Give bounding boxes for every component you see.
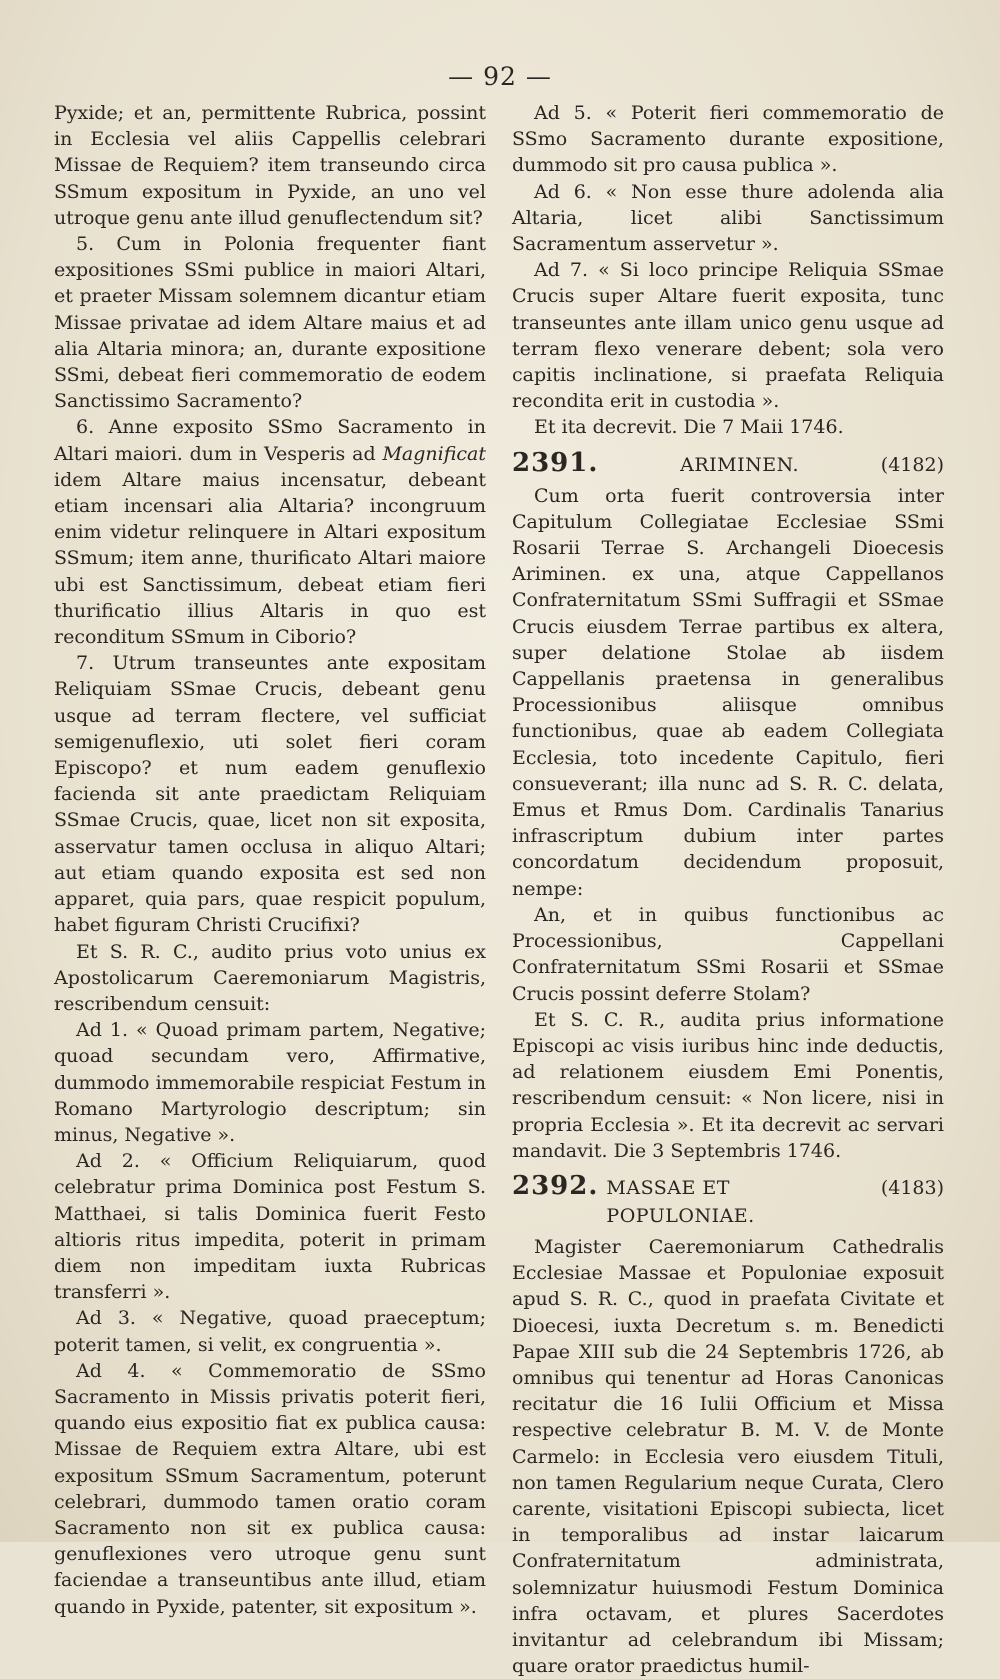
paragraph: An, et in quibus functionibus ac Processionibus, Cappellani Confraternitatum SSmi Rosarii et SSmae Crucis possint deferre Stolam? (512, 903, 944, 1005)
decree-number: 2392. (512, 1170, 599, 1201)
right-column (512, 100, 944, 1679)
decree-number: 2391. (512, 447, 599, 478)
paragraph: Et ita decrevit. Die 7 Maii 1746. (534, 416, 844, 439)
paragraph: Cum orta fuerit controversia inter Capitulum Collegiatae Ecclesiae SSmi Rosarii Terrae S. Archangeli Dioecesis Ariminen. ex una, atque Cappellanos Confraternitatum SSmi Suffragii et SSmae Crucis eiusdem Terrae partibus ex altera, super delatione Stolae ab iisdem Cappellanis praetensa in generalibus Processionibus aliisque omnibus functionibus, quae ab eadem Collegiata Ecclesia, toto incedente Capitulo, fieri consueverant; illa nunc ad S. R. C. delata, Emus et Rmus Dom. Cardinalis Tanarius infrascriptum dubium inter partes concordatum decidendum proposuit, nempe: (512, 484, 944, 900)
page-number: — 92 — (448, 62, 552, 91)
paragraph: 5. Cum in Polonia frequenter fiant expositiones SSmi publice in maiori Altari, et praeter Missam solemnem dicantur etiam Missae privatae ad idem Altare maius et ad alia Altaria minora; an, durante expositione SSmi, debeat fieri commemoratio de eodem Sanctissimo Sacramento? (54, 233, 486, 413)
decree-place: ARIMINEN. (680, 453, 800, 476)
paragraph: Ad 5. « Poterit fieri commemoratio de SSmo Sacramento durante expositione, dummodo sit pro causa publica ». (512, 102, 944, 177)
paragraph (54, 414, 486, 650)
italic-term: Magnificat (382, 442, 486, 465)
paragraph: Ad 2. « Officium Reliquiarum, quod celebratur prima Dominica post Festum S. Matthaei, si talis Dominica fuerit Festo altioris ritus impedita, poterit in primam diem non impeditam iuxta Rubricas transferri ». (54, 1150, 486, 1304)
paragraph: Pyxide; et an, permittente Rubrica, possint in Ecclesia vel aliis Cappellis celebrari Missae de Requiem? item transeundo circa SSmum expositum in Pyxide, an uno vel utroque genu ante illud genuflectendum sit? (54, 102, 486, 229)
paragraph: Et S. C. R., audita prius informatione Episcopi ac visis iuribus hinc inde deductis, ad relationem eiusdem Emi Ponentis, rescribendum censuit: « Non licere, nisi in propria Ecclesia ». Et ita decrevit ac servari mandavit. Die 3 Septembris 1746. (512, 1008, 944, 1162)
paragraph: Ad 7. « Si loco principe Reliquia SSmae Crucis super Altare fuerit exposita, tunc transeuntes ante illam unico genu usque ad terram flexo venerare debent; sola vero capitis inclinatione, si praefata Reliquia recondita erit in custodia ». (512, 259, 944, 413)
paragraph: Ad 3. « Negative, quoad praeceptum; poterit tamen, si velit, ex congruentia ». (54, 1307, 486, 1356)
decree-reference: (4183) (880, 1176, 944, 1199)
text-run: 6. Anne exposito SSmo Sacramento in Altari maiori. dum in Vesperis ad (54, 416, 486, 465)
decree-heading-2391 (512, 449, 944, 479)
paragraph: Ad 4. « Commemoratio de SSmo Sacramento in Missis privatis poterit fieri, quando eius expositio fiat ex publica causa: Missae de Requiem extra Altare, ubi est expositum SSmum Sacramentum, poterunt celebrari, dummodo tamen oratio coram Sacramento non sit ex publica causa: genuflexiones vero utroque genu sunt faciendae a transeuntibus ante illud, etiam quando in Pyxide, patenter, sit expositum ». (54, 1359, 486, 1618)
text-run: idem Altare maius incensatur, debeant etiam incensari alia Altaria? incongruum enim videtur relinquere in Altari expositum SSmum; item anne, thurificato Altari maiore ubi est Sanctissimum, debeat etiam fieri thurificatio illius Altaris in quo est reconditum SSmum in Ciborio? (54, 468, 486, 649)
decree-place: MASSAE ET POPULONIAE. (606, 1176, 755, 1227)
paragraph: 7. Utrum transeuntes ante expositam Reliquiam SSmae Crucis, debeant genu usque ad terram flectere, vel sufficiat semigenuflexio, uti solet fieri coram Episcopo? et num eadem genuflexio facienda sit ante praedictam Reliquiam SSmae Crucis, quae, licet non sit exposita, asservatur tamen occlusa in aliquo Altari; aut etiam quando exposita est sed non apparet, quia pars, quae respicit populum, habet figuram Christi Crucifixi? (54, 652, 486, 937)
paragraph: Ad 6. « Non esse thure adolenda alia Altaria, licet alibi Sanctissimum Sacramentum asservetur ». (512, 180, 944, 256)
paragraph: Ad 1. « Quoad primam partem, Negative; quoad secundam vero, Affirmative, dummodo immemorabile respiciat Festum in Romano Martyrologio descriptum; sin minus, Negative ». (54, 1019, 486, 1146)
left-column (54, 100, 486, 1620)
paragraph: Et S. R. C., audito prius voto unius ex Apostolicarum Caeremoniarum Magistris, rescribendum censuit: (54, 940, 486, 1015)
paragraph: Magister Caeremoniarum Cathedralis Ecclesiae Massae et Populoniae exposuit apud S. R. C., quod in praefata Civitate et Dioecesi, iuxta Decretum s. m. Benedicti Papae XIII sub die 24 Septembris 1726, ab omnibus qui tenentur ad Horas Canonicas recitatur die 16 Iulii Officium et Missa respective celebratur B. M. V. de Monte Carmelo: in Ecclesia vero eiusdem Tituli, non tamen Regularium neque Curata, Clero carente, visitationi Episcopi subiecta, licet in temporalibus ad instar laicarum Confraternitatum administrata, solemnizatur huiusmodi Festum Dominica infra octavam, et plures Sacerdotes invitantur ad celebrandum ibi Missam; quare orator praedictus humil- (512, 1235, 944, 1678)
decree-heading-2392 (512, 1172, 944, 1230)
decree-reference: (4182) (880, 453, 944, 476)
